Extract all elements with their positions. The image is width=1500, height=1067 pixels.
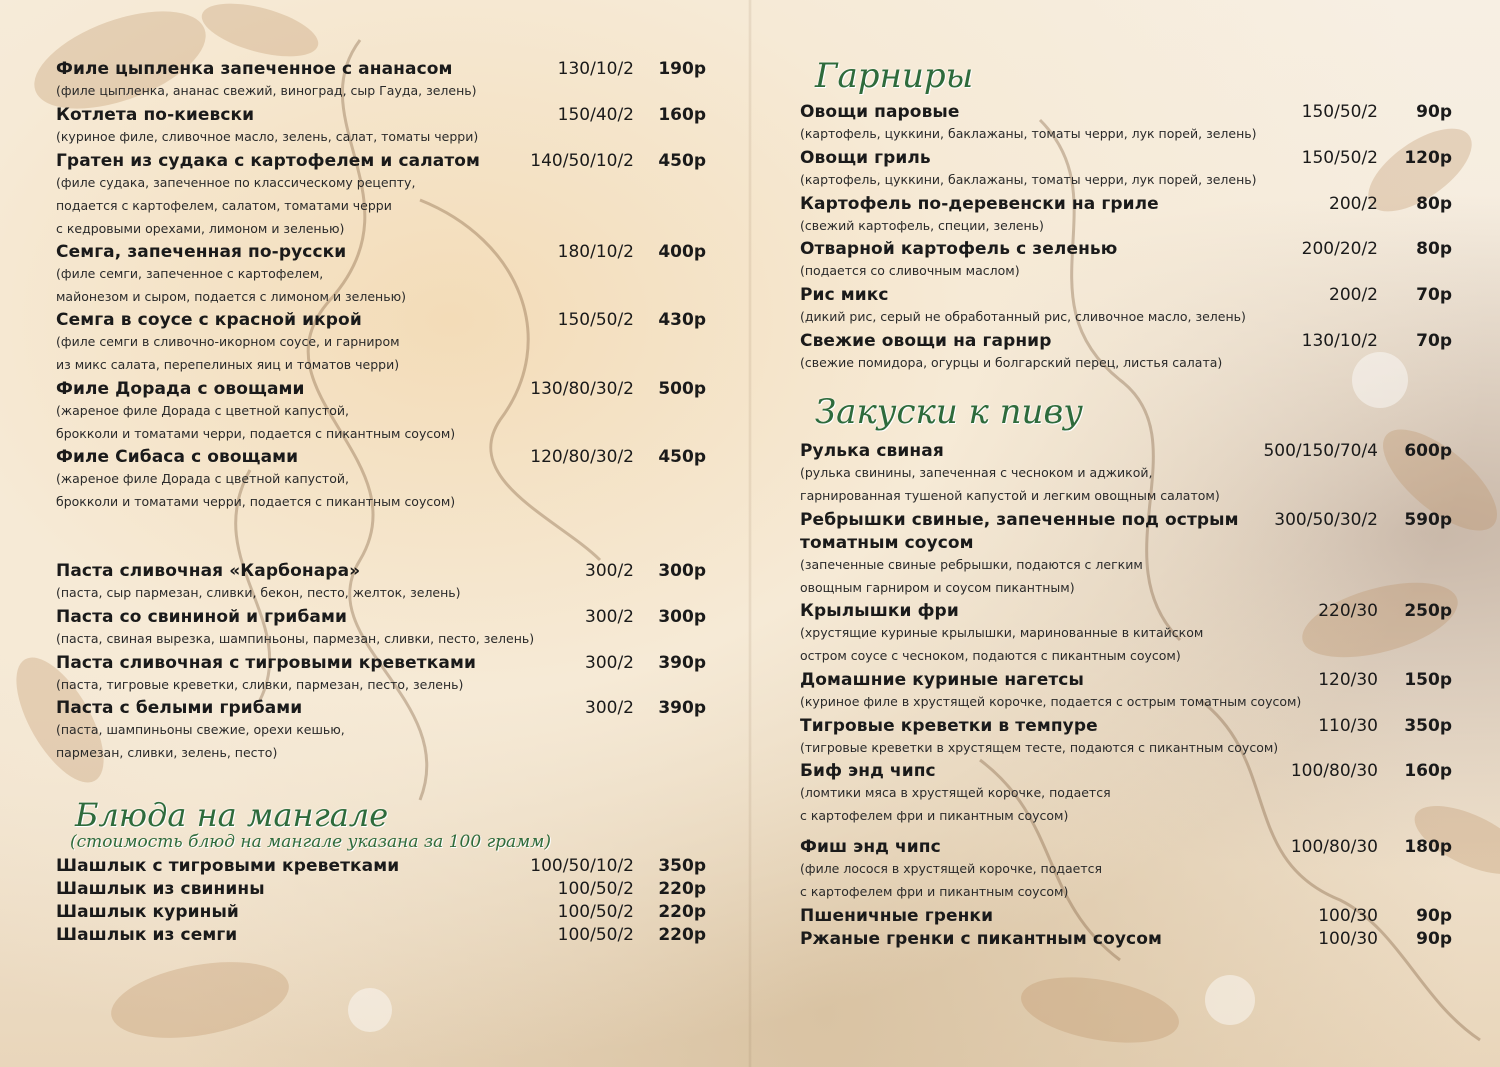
menu-item-description: (паста, тигровые креветки, сливки, пармезан, песто, зелень) bbox=[56, 677, 464, 692]
menu-item-weight: 130/80/30/2 bbox=[530, 379, 634, 399]
menu-item-description: (рулька свинины, запеченная с чесноком и аджикой, bbox=[800, 465, 1153, 480]
menu-item-price: 150р bbox=[1404, 670, 1452, 690]
menu-item-price: 220р bbox=[658, 902, 706, 922]
menu-item-weight: 100/50/2 bbox=[557, 925, 634, 945]
menu-item-weight: 120/80/30/2 bbox=[530, 447, 634, 467]
menu-item-description: (подается со сливочным маслом) bbox=[800, 263, 1020, 278]
menu-item-price: 430р bbox=[658, 310, 706, 330]
menu-item-name: Паста сливочная с тигровыми креветками bbox=[56, 653, 476, 673]
menu-item-name: Пшеничные гренки bbox=[800, 906, 994, 926]
menu-item-weight: 300/50/30/2 bbox=[1274, 510, 1378, 530]
menu-item-description: остром соусе с чесноком, подаются с пикантным соусом) bbox=[800, 648, 1181, 663]
menu-item-description: с кедровыми орехами, лимоном и зеленью) bbox=[56, 221, 345, 236]
menu-item-weight: 100/50/2 bbox=[557, 879, 634, 899]
menu-item-description: (филе цыпленка, ананас свежий, виноград, сыр Гауда, зелень) bbox=[56, 83, 477, 98]
menu-item-name: Паста со свининой и грибами bbox=[56, 607, 347, 627]
grill-note: (стоимость блюд на мангале указана за 100 грамм) bbox=[70, 832, 551, 852]
menu-item-weight: 200/2 bbox=[1329, 194, 1378, 214]
menu-item-name: Филе Дорада с овощами bbox=[56, 379, 305, 399]
menu-item-price: 190р bbox=[658, 59, 706, 79]
menu-item-description: (филе семги в сливочно-икорном соусе, и гарниром bbox=[56, 334, 400, 349]
menu-item-description: гарнированная тушеной капустой и легким овощным салатом) bbox=[800, 488, 1220, 503]
menu-item-name: Свежие овощи на гарнир bbox=[800, 331, 1052, 351]
menu-item-name: Ребрышки свиные, запеченные под острым bbox=[800, 510, 1239, 530]
menu-item-name: Отварной картофель с зеленью bbox=[800, 239, 1118, 259]
menu-item-weight: 300/2 bbox=[585, 653, 634, 673]
menu-item-name: Шашлык с тигровыми креветками bbox=[56, 856, 400, 876]
menu-item-description: из микс салата, перепелиных яиц и томатов черри) bbox=[56, 357, 400, 372]
menu-item-name: Биф энд чипс bbox=[800, 761, 936, 781]
menu-item-description: (филе семги, запеченное с картофелем, bbox=[56, 266, 324, 281]
menu-item-name: Ржаные гренки с пикантным соусом bbox=[800, 929, 1162, 949]
menu-item-weight: 150/40/2 bbox=[557, 105, 634, 125]
menu-item-weight: 150/50/2 bbox=[1301, 102, 1378, 122]
menu-item-weight: 300/2 bbox=[585, 607, 634, 627]
menu-item-description: (ломтики мяса в хрустящей корочке, подается bbox=[800, 785, 1111, 800]
menu-item-description: подается с картофелем, салатом, томатами черри bbox=[56, 198, 392, 213]
menu-item-description: брокколи и томатами черри, подается с пикантным соусом) bbox=[56, 494, 456, 509]
menu-item-name: Паста с белыми грибами bbox=[56, 698, 303, 718]
menu-item-price: 350р bbox=[658, 856, 706, 876]
menu-item-weight: 100/30 bbox=[1318, 929, 1378, 949]
menu-item-name: Семга в соусе с красной икрой bbox=[56, 310, 362, 330]
menu-item-description: (паста, свиная вырезка, шампиньоны, пармезан, сливки, песто, зелень) bbox=[56, 631, 535, 646]
menu-item-name: Шашлык из свинины bbox=[56, 879, 265, 899]
menu-item-weight: 500/150/70/4 bbox=[1263, 441, 1378, 461]
menu-item-name: Семга, запеченная по-русски bbox=[56, 242, 347, 262]
garnish-heading: Гарниры bbox=[815, 56, 974, 96]
menu-item-weight: 140/50/10/2 bbox=[530, 151, 634, 171]
menu-item-name: Картофель по-деревенски на гриле bbox=[800, 194, 1159, 214]
menu-item-price: 70р bbox=[1416, 331, 1452, 351]
menu-item-price: 300р bbox=[658, 561, 706, 581]
menu-item-weight: 150/50/2 bbox=[1301, 148, 1378, 168]
menu-item-price: 400р bbox=[658, 242, 706, 262]
menu-item-price: 160р bbox=[1404, 761, 1452, 781]
menu-item-price: 120р bbox=[1404, 148, 1452, 168]
menu-item-name: Паста сливочная «Карбонара» bbox=[56, 561, 361, 581]
menu-item-price: 180р bbox=[1404, 837, 1452, 857]
menu-item-price: 80р bbox=[1416, 239, 1452, 259]
menu-item-price: 450р bbox=[658, 151, 706, 171]
menu-item-description: с картофелем фри и пикантным соусом) bbox=[800, 808, 1069, 823]
menu-item-weight: 130/10/2 bbox=[1301, 331, 1378, 351]
menu-item-name: Фиш энд чипс bbox=[800, 837, 941, 857]
menu-item-price: 90р bbox=[1416, 929, 1452, 949]
menu-item-price: 220р bbox=[658, 879, 706, 899]
menu-item-price: 590р bbox=[1404, 510, 1452, 530]
menu-item-weight: 180/10/2 bbox=[557, 242, 634, 262]
menu-item-name: Гратен из судака с картофелем и салатом bbox=[56, 151, 481, 171]
menu-item-description: (куриное филе в хрустящей корочке, подается с острым томатным соусом) bbox=[800, 694, 1302, 709]
menu-item-price: 450р bbox=[658, 447, 706, 467]
menu-item-weight: 120/30 bbox=[1318, 670, 1378, 690]
menu-item-name: Тигровые креветки в темпуре bbox=[800, 716, 1098, 736]
menu-item-weight: 110/30 bbox=[1318, 716, 1378, 736]
menu-item-weight: 200/20/2 bbox=[1301, 239, 1378, 259]
grill-heading: Блюда на мангале bbox=[75, 796, 389, 834]
menu-item-description: (запеченные свиные ребрышки, подаются с легким bbox=[800, 557, 1143, 572]
menu-item-price: 160р bbox=[658, 105, 706, 125]
menu-item-price: 350р bbox=[1404, 716, 1452, 736]
menu-item-description: (филе лосося в хрустящей корочке, подается bbox=[800, 861, 1103, 876]
menu-item-name: Шашлык куриный bbox=[56, 902, 239, 922]
menu-item-weight: 220/30 bbox=[1318, 601, 1378, 621]
menu-item-description: (жареное филе Дорада с цветной капустой, bbox=[56, 471, 349, 486]
menu-item-weight: 300/2 bbox=[585, 561, 634, 581]
menu-item-description: (жареное филе Дорада с цветной капустой, bbox=[56, 403, 349, 418]
menu-item-name: Филе цыпленка запеченное с ананасом bbox=[56, 59, 453, 79]
menu-item-description: (картофель, цуккини, баклажаны, томаты черри, лук порей, зелень) bbox=[800, 126, 1257, 141]
menu-item-description: (картофель, цуккини, баклажаны, томаты черри, лук порей, зелень) bbox=[800, 172, 1257, 187]
menu-item-price: 90р bbox=[1416, 102, 1452, 122]
menu-item-weight: 300/2 bbox=[585, 698, 634, 718]
menu-item-description: овощным гарниром и соусом пикантным) bbox=[800, 580, 1075, 595]
menu-item-description: (свежий картофель, специи, зелень) bbox=[800, 218, 1044, 233]
menu-item-name: Рулька свиная bbox=[800, 441, 944, 461]
menu-item-name: Овощи гриль bbox=[800, 148, 931, 168]
menu-item-name: Котлета по-киевски bbox=[56, 105, 255, 125]
menu-item-name: Шашлык из семги bbox=[56, 925, 238, 945]
menu-item-price: 390р bbox=[658, 653, 706, 673]
menu-item-price: 390р bbox=[658, 698, 706, 718]
menu-item-weight: 130/10/2 bbox=[557, 59, 634, 79]
beer-heading: Закуски к пиву bbox=[815, 392, 1083, 432]
menu-item-description: с картофелем фри и пикантным соусом) bbox=[800, 884, 1069, 899]
menu-item-price: 500р bbox=[658, 379, 706, 399]
menu-item-price: 70р bbox=[1416, 285, 1452, 305]
menu-item-description: майонезом и сыром, подается с лимоном и зеленью) bbox=[56, 289, 406, 304]
menu-item-description: пармезан, сливки, зелень, песто) bbox=[56, 745, 278, 760]
menu-item-name: Овощи паровые bbox=[800, 102, 960, 122]
menu-item-weight: 200/2 bbox=[1329, 285, 1378, 305]
menu-item-name: Домашние куриные нагетсы bbox=[800, 670, 1084, 690]
menu-item-description: (паста, сыр пармезан, сливки, бекон, песто, желток, зелень) bbox=[56, 585, 461, 600]
menu-item-price: 250р bbox=[1404, 601, 1452, 621]
menu-item-weight: 100/80/30 bbox=[1290, 761, 1378, 781]
menu-item-price: 90р bbox=[1416, 906, 1452, 926]
menu-item-description: (куриное филе, сливочное масло, зелень, салат, томаты черри) bbox=[56, 129, 479, 144]
menu-item-price: 80р bbox=[1416, 194, 1452, 214]
menu-item-weight: 100/50/2 bbox=[557, 902, 634, 922]
menu-item-name: Рис микс bbox=[800, 285, 889, 305]
menu-item-description: (тигровые креветки в хрустящем тесте, подаются с пикантным соусом) bbox=[800, 740, 1279, 755]
menu-item-weight: 100/30 bbox=[1318, 906, 1378, 926]
menu-item-description: (хрустящие куриные крылышки, маринованные в китайском bbox=[800, 625, 1204, 640]
menu-item-description: (паста, шампиньоны свежие, орехи кешью, bbox=[56, 722, 345, 737]
menu-item-weight: 100/80/30 bbox=[1290, 837, 1378, 857]
menu-item-weight: 150/50/2 bbox=[557, 310, 634, 330]
menu-item-weight: 100/50/10/2 bbox=[530, 856, 634, 876]
menu-item-name: Филе Сибаса с овощами bbox=[56, 447, 299, 467]
page-fold bbox=[748, 0, 752, 1067]
menu-item-name: Крылышки фри bbox=[800, 601, 959, 621]
menu-item-price: 600р bbox=[1404, 441, 1452, 461]
menu-item-description: брокколи и томатами черри, подается с пикантным соусом) bbox=[56, 426, 456, 441]
menu-item-price: 300р bbox=[658, 607, 706, 627]
menu-item-description: (филе судака, запеченное по классическому рецепту, bbox=[56, 175, 416, 190]
menu-item-price: 220р bbox=[658, 925, 706, 945]
menu-item-name: томатным соусом bbox=[800, 533, 974, 553]
menu-item-description: (свежие помидора, огурцы и болгарский перец, листья салата) bbox=[800, 355, 1223, 370]
menu-item-description: (дикий рис, серый не обработанный рис, сливочное масло, зелень) bbox=[800, 309, 1246, 324]
